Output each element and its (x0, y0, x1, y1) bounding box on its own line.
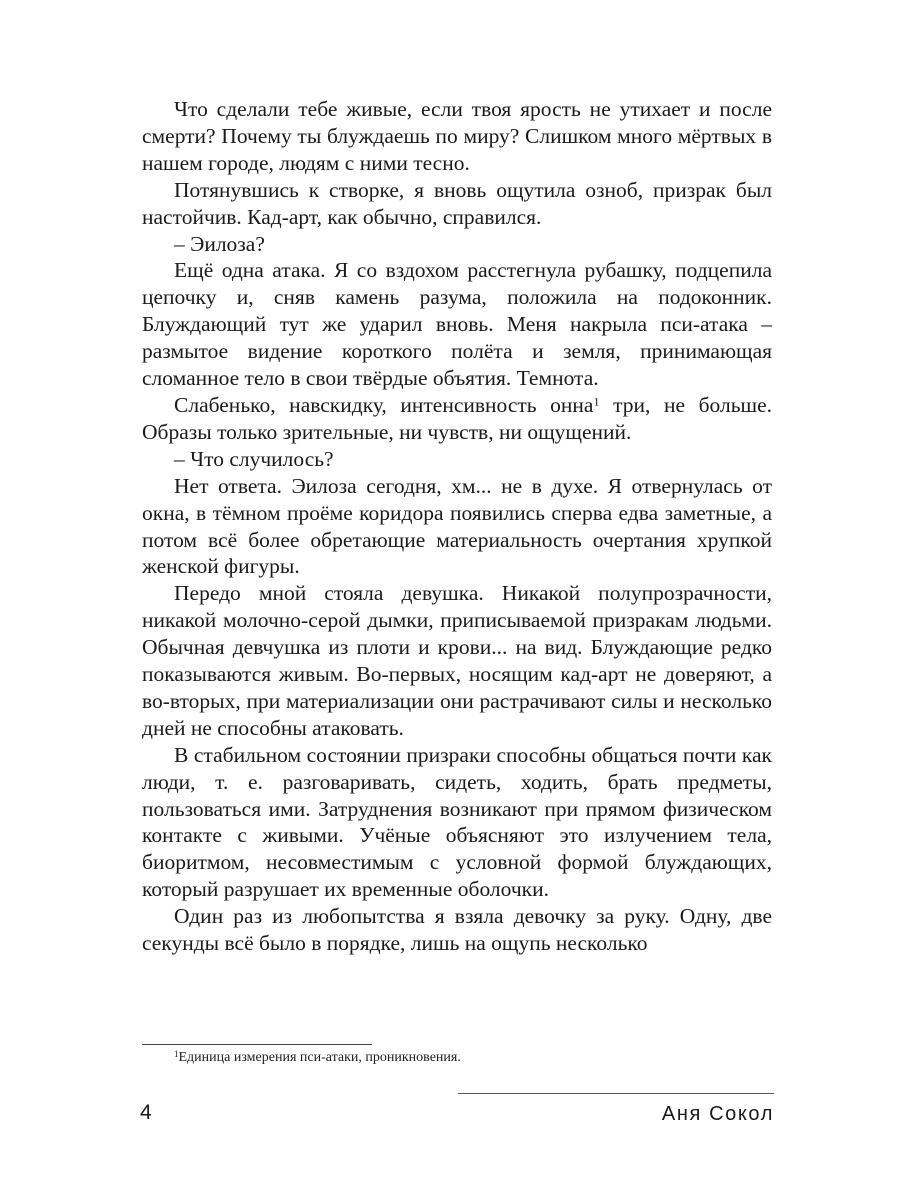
footnote-marker: 1 (174, 1048, 179, 1059)
footnote (174, 1049, 774, 1067)
running-footer-author: Аня Сокол (661, 1103, 774, 1125)
body-text (142, 96, 772, 957)
paragraph-text: Слабенько, навскидку, интенсивность онна (174, 392, 594, 417)
paragraph: В стабильном состоянии призраки способны общаться почти как люди, т. е. разговаривать, сидеть, ходить, брать предметы, пользоваться ими. Затруднения возникают при прямом физическом контакте с живыми. Учёные объясняют это излучением тела, биоритмом, несовместимым с условной формой блуждающих, который разрушает их временные оболочки. (142, 742, 772, 902)
paragraph-with-footnote (142, 392, 772, 446)
footnote-reference: 1 (593, 394, 600, 409)
paragraph-text-continued: три, не больше. Образы только зрительные, ни чувств, ни ощущений. (142, 392, 772, 444)
footer-divider (458, 1093, 774, 1094)
dialogue-line: – Что случилось? (174, 446, 334, 471)
paragraph: Один раз из любопытства я взяла девочку за руку. Одну, две секунды всё было в порядке, лишь на ощупь несколько (142, 904, 772, 956)
paragraph: Что сделали тебе живые, если твоя ярость не утихает и после смерти? Почему ты блуждаешь по миру? Слишком много мёртвых в нашем городе, людям с ними тесно. (142, 97, 772, 175)
footnote-text: Единица измерения пси-атаки, проникновения. (178, 1050, 461, 1065)
paragraph: Передо мной стояла девушка. Никакой полупрозрачности, никакой молочно-серой дымки, приписываемой призракам людьми. Обычная девчушка из плоти и крови... на вид. Блуждающие редко показываются живым. Во-первых, носящим кад-арт не доверяют, а во-вторых, при материализации они растрачивают силы и несколько дней не способны атаковать. (142, 581, 772, 740)
footnote-divider (142, 1044, 372, 1045)
paragraph: Ещё одна атака. Я со вздохом расстегнула рубашку, подцепила цепочку и, сняв камень разума, положила на подоконник. Блуждающий тут же ударил вновь. Меня накрыла пси-атака – размытое видение короткого полёта и земля, принимающая сломанное тело в свои твёрдые объятия. Темнота. (142, 258, 772, 391)
paragraph: Потянувшись к створке, я вновь ощутила озноб, призрак был настойчив. Кад-арт, как обычно, справился. (142, 177, 772, 229)
dialogue-line: – Эилоза? (174, 231, 265, 256)
paragraph: Нет ответа. Эилоза сегодня, хм... не в духе. Я отвернулась от окна, в тёмном проёме коридора появились сперва едва заметные, а потом всё более обретающие материальность очертания хрупкой женской фигуры. (142, 473, 772, 579)
page-number: 4 (140, 1101, 152, 1124)
